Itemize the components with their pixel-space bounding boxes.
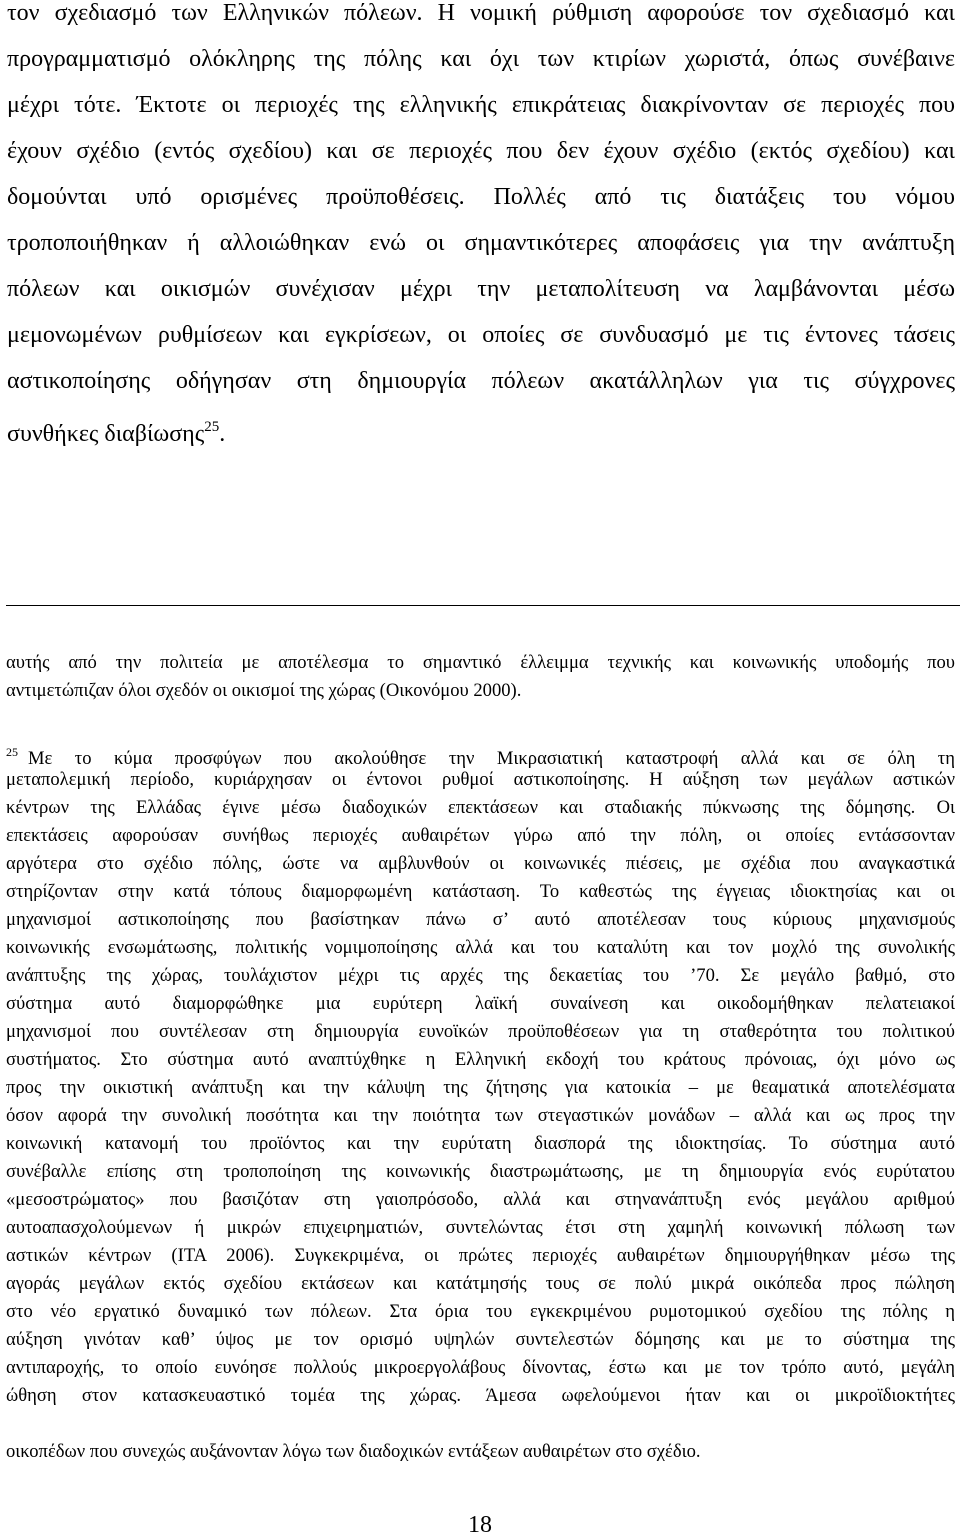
- footnote-line: επεκτάσεις αφορούσαν συνήθως περιοχές αυθαιρέτων γύρω από την πόλη, οι οποίες εντάσσονταν: [6, 825, 955, 846]
- main-text-line-fragment: συνθήκες διαβίωσης: [7, 421, 205, 447]
- footnote-separator: [6, 605, 960, 606]
- footnote-line: αντιμετώπιζαν όλοι σχεδόν οι οικισμοί της χώρας (Οικονόμου 2000).: [6, 680, 522, 701]
- footnote-line: κοινωνική κατανομή του προϊόντος και την ευρύτατη διασπορά της ιδιοκτησίας. Το σύστημα αυτό: [6, 1133, 955, 1154]
- main-text-line: μέχρι τότε. Έκτοτε οι περιοχές της ελληνικής επικράτειας διακρίνονταν σε περιοχές που: [7, 92, 955, 118]
- footnote-line: κοινωνικής ενσωμάτωσης, πολιτικής νομιμοποίησης αλλά και του καταλύτη και τον μοχλό της συνολικής: [6, 937, 955, 958]
- footnote-line: ανάπτυξης της χώρας, τουλάχιστον μέχρι τις αρχές της δεκαετίας του ’70. Σε μεγάλο βαθμό, στο: [6, 965, 955, 986]
- footnote-line: μηχανισμοί αστικοποίησης που βασίστηκαν πάνω σ’ αυτό αποτέλεσαν τους κύριους μηχανισμούς: [6, 909, 955, 930]
- footnote-line-text: Με το κύμα προσφύγων που ακολούθησε την Μικρασιατική καταστροφή αλλά και σε όλη τη: [28, 748, 955, 769]
- footnote-line: μεταπολεμική περίοδο, κυριάρχησαν οι έντονοι ρυθμοί αστικοποίησης. Η αύξηση των μεγάλων αστικών: [6, 769, 955, 790]
- footnote-line: όσον αφορά την συνολική ποσότητα και την ποιότητα των στεγαστικών μονάδων – αλλά και ως προς την: [6, 1105, 955, 1126]
- footnote-line: συστήματος. Στο σύστημα αυτό αναπτύχθηκε η Ελληνική εκδοχή του κράτους πρόνοιας, όχι μόνο ως: [6, 1049, 955, 1070]
- main-text-line: τροποποιήθηκαν ή αλλοιώθηκαν ενώ οι σημαντικότερες αποφάσεις για την ανάπτυξη: [7, 230, 955, 256]
- main-text-line: έχουν σχέδιο (εντός σχεδίου) και σε περιοχές που δεν έχουν σχέδιο (εκτός σχεδίου) και: [7, 138, 955, 164]
- main-text-line: προγραμματισμό ολόκληρης της πόλης και όχι των κτιρίων χωριστά, όπως συνέβαινε: [7, 46, 955, 72]
- footnote-line: ώθηση στον κατασκευαστικό τομέα της χώρας. Άμεσα ωφελούμενοι ήταν και οι μικροϊδιοκτήτες: [6, 1385, 955, 1406]
- main-text-last-line: [7, 413, 955, 448]
- footnote-line: στηρίζονταν στην κατά τόπους διαμορφωμένη κατάσταση. Το καθεστώς της έγγειας ιδιοκτησίας και οι: [6, 881, 955, 902]
- footnote-line: αύξηση γινόταν καθ’ ύψος με τον ορισμό υψηλών συντελεστών δόμησης και με το σύστημα της: [6, 1329, 955, 1350]
- footnote-line: προς την οικιστική ανάπτυξη και την κάλυψη της ζήτησης για κατοικία – με θεαματικά αποτελέσματα: [6, 1077, 955, 1098]
- footnote-line: αυτοαπασχολούμενων ή μικρών επιχειρηματιών, συντελώντας έτσι στη χαμηλή κοινωνική πόλωση των: [6, 1217, 955, 1238]
- footnote-line: «μεσοστρώματος» που βασιζόταν στη γαιοπρόσοδο, αλλά και στηνανάπτυξη ενός μεγάλου αριθμού: [6, 1189, 955, 1210]
- main-text-line: πόλεων και οικισμών συνέχισαν μέχρι την μεταπολίτευση να λαμβάνονται μέσω: [7, 276, 955, 302]
- footnote-line: αστικών κέντρων (ΙΤΑ 2006). Συγκεκριμένα, οι πρώτες περιοχές αυθαιρέτων δημιουργήθηκαν μέσω της: [6, 1245, 955, 1266]
- footnote-line: αργότερα στο σχέδιο πόλης, ώστε να αμβλυνθούν οι κοινωνικές πιέσεις, με σχέδια που αναγκαστικά: [6, 853, 955, 874]
- footnote-line: αγοράς μεγάλων εκτός σχεδίου εκτάσεων και κατάτμησής τους σε πολύ μικρά οικόπεδα προς πώληση: [6, 1273, 955, 1294]
- footnote-line: συνέβαλλε επίσης στη τροποποίηση της κοινωνικής διαστρωμάτωσης, με τη δημιουργία ενός ευρύτατου: [6, 1161, 955, 1182]
- footnote-line: στο νέο εργατικό δυναμικό των πόλεων. Στα όρια του εγκεκριμένου ρυμοτομικού σχεδίου της πόλης η: [6, 1301, 955, 1322]
- main-text-line: τον σχεδιασμό των Ελληνικών πόλεων. Η νομική ρύθμιση αφορούσε τον σχεδιασμό και: [7, 0, 955, 26]
- footnote-line: αυτής από την πολιτεία με αποτέλεσμα το σημαντικό έλλειμμα τεχνικής και κοινωνικής υποδομής που: [6, 652, 955, 673]
- page-number: 18: [468, 1512, 492, 1538]
- main-text-line: αστικοποίησης οδήγησαν στη δημιουργία πόλεων ακατάλληλων για τις σύγχρονες: [7, 368, 955, 394]
- footnote-reference-25[interactable]: 25: [204, 419, 220, 435]
- footnote-line: οικοπέδων που συνεχώς αυξάνονταν λόγω των διαδοχικών εντάξεων αυθαιρέτων στο σχέδιο.: [6, 1441, 701, 1462]
- footnote-number: 25: [6, 745, 18, 759]
- footnote-first-line: [6, 741, 955, 770]
- main-text-line: μεμονωμένων ρυθμίσεων και εγκρίσεων, οι οποίες σε συνδυασμό με τις έντονες τάσεις: [7, 322, 955, 348]
- main-text-line-end: .: [219, 421, 226, 447]
- footnote-line: σύστημα αυτό διαμορφώθηκε μια ευρύτερη λαϊκή συναίνεση και οικοδομήθηκαν πελατειακοί: [6, 993, 955, 1014]
- footnote-line: κέντρων της Ελλάδας έγινε μέσω διαδοχικών επεκτάσεων και σταδιακής πύκνωσης της δόμησης. Οι: [6, 797, 955, 818]
- main-text-line: δομούνται υπό ορισμένες προϋποθέσεις. Πολλές από τις διατάξεις του νόμου: [7, 184, 955, 210]
- footnote-line: μηχανισμοί που συντέλεσαν στη δημιουργία ευνοϊκών προϋποθέσεων για τη σταθερότητα του πολιτικού: [6, 1021, 955, 1042]
- footnote-line: αντιπαροχής, το οποίο ευνόησε πολλούς μικροεργολάβους δίνοντας, έστω και με τον τρόπο αυτό, μεγάλη: [6, 1357, 955, 1378]
